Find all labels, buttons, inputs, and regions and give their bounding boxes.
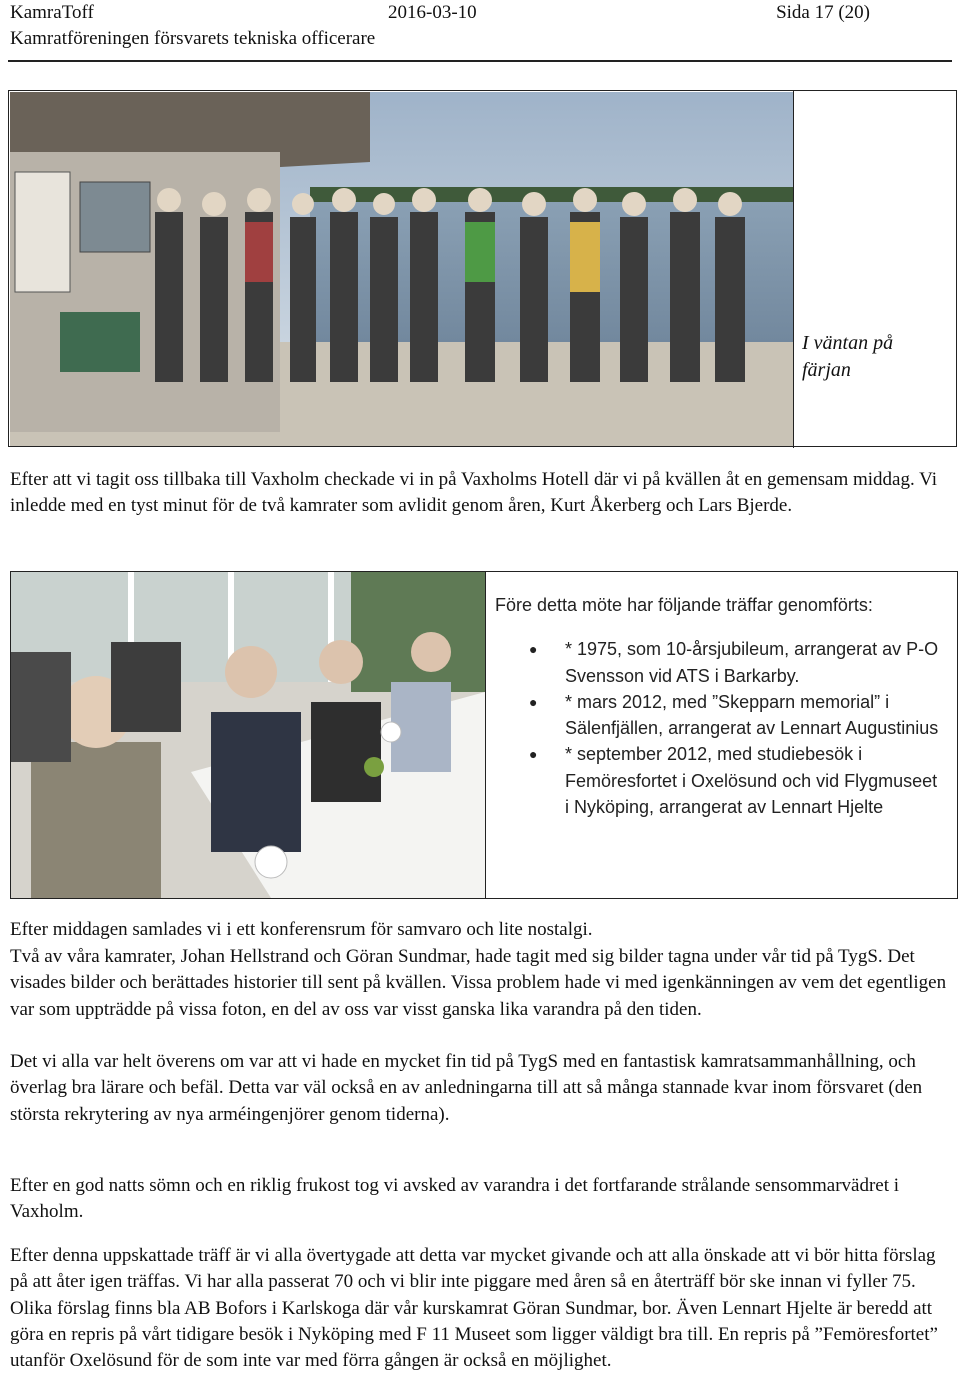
paragraph-farewell: Efter en god natts sömn och en riklig frukost tog vi avsked av varandra i det fortfarande strålande sensommarvädret i Vaxholm. — [10, 1175, 900, 1223]
bullet-icon: ● — [529, 641, 538, 658]
list-item — [495, 636, 945, 689]
list-item — [495, 689, 945, 742]
list-item-text: * 1975, som 10-årsjubileum, arrangerat av P-O Svensson vid ATS i Barkarby. — [565, 639, 939, 686]
photo-caption — [802, 330, 932, 384]
list-item-text: * mars 2012, med ”Skepparn memorial” i Sälenfjällen, arrangerat av Lennart Augustinius — [565, 691, 939, 739]
photo-caption-divider — [793, 91, 794, 448]
bullet-icon: ● — [529, 746, 538, 763]
page-header — [10, 0, 950, 52]
group-photo-pier — [10, 92, 793, 446]
header-title: KamraToff — [10, 2, 94, 23]
paragraph-agreement: Det vi alla var helt överens om var att vi hade en mycket fin tid på TygS med en fantastisk kamratsammanhållning, och överlag bra lärare och befäl. Detta var väl också en av anledningarna till att så många stannade kvar inom försvaret (den största rekrytering av nya arméingenjörer genom tiderna). — [10, 1051, 923, 1125]
header-page-number: Sida 17 (20) — [776, 2, 870, 23]
list-item-text: * september 2012, med studiebesök i Femöresfortet i Oxelösund och vid Flygmuseet i Nyköping, arrangerat av Lennart Hjelte — [565, 744, 938, 818]
dinner-photo — [11, 572, 485, 898]
header-rule — [8, 60, 952, 62]
meetings-intro: Före detta möte har följande träffar genomförts: — [495, 595, 873, 615]
meetings-list — [495, 636, 945, 820]
list-item — [495, 741, 945, 820]
bullet-icon: ● — [529, 693, 538, 710]
paragraph-dinner: Efter att vi tagit oss tillbaka till Vaxholm checkade vi in på Vaxholms Hotell där vi på kvällen åt en gemensam middag. Vi inledde med en tyst minut för de två kamrater som avlidit genom åren, Kurt Åkerberg och Lars Bjerde. — [10, 469, 938, 517]
header-organization: Kamratföreningen försvarets tekniska officerare — [10, 28, 376, 49]
dinner-info-box — [10, 571, 958, 899]
meetings-list-panel — [495, 592, 945, 820]
paragraph-future: Efter denna uppskattade träff är vi alla övertygade att detta var mycket givande och att alla önskade att vi bör hitta förslag på att åter igen träffas. Vi har alla passerat 70 och vi blir inte piggare med åren så en återträff bör ske innan vi fyller 75. Olika förslag finns bla AB Bofors i Karlskoga där vår kurskamrat Göran Sundmar, bor. Även Lennart Hjelte är beredd att göra en repris på vårt tidigare besök i Nyköping med F 11 Museet som ligger väldigt bra till. En repris på ”Femöresfortet” utanför Oxelösund för de som inte var med förra gången är också en möjlighet. — [10, 1245, 938, 1372]
header-date: 2016-03-10 — [388, 2, 477, 23]
photo-caption-text: I väntan på färjan — [802, 332, 894, 381]
paragraph-photos: Två av våra kamrater, Johan Hellstrand och Göran Sundmar, hade tagit med sig bilder tagna under vår tid på TygS. Det visades bilder och berättades historier till sent på kvällen. Vissa problem hade vi med igenkänningen av vem det egentligen var som uppträdde på vissa foton, en del av oss var visst ganska lika varandra på den tiden. — [10, 946, 947, 1020]
dinner-box-divider — [485, 572, 486, 898]
paragraph-conference: Efter middagen samlades vi i ett konferensrum för samvaro och lite nostalgi. — [10, 919, 593, 940]
group-photo-box — [8, 90, 957, 447]
